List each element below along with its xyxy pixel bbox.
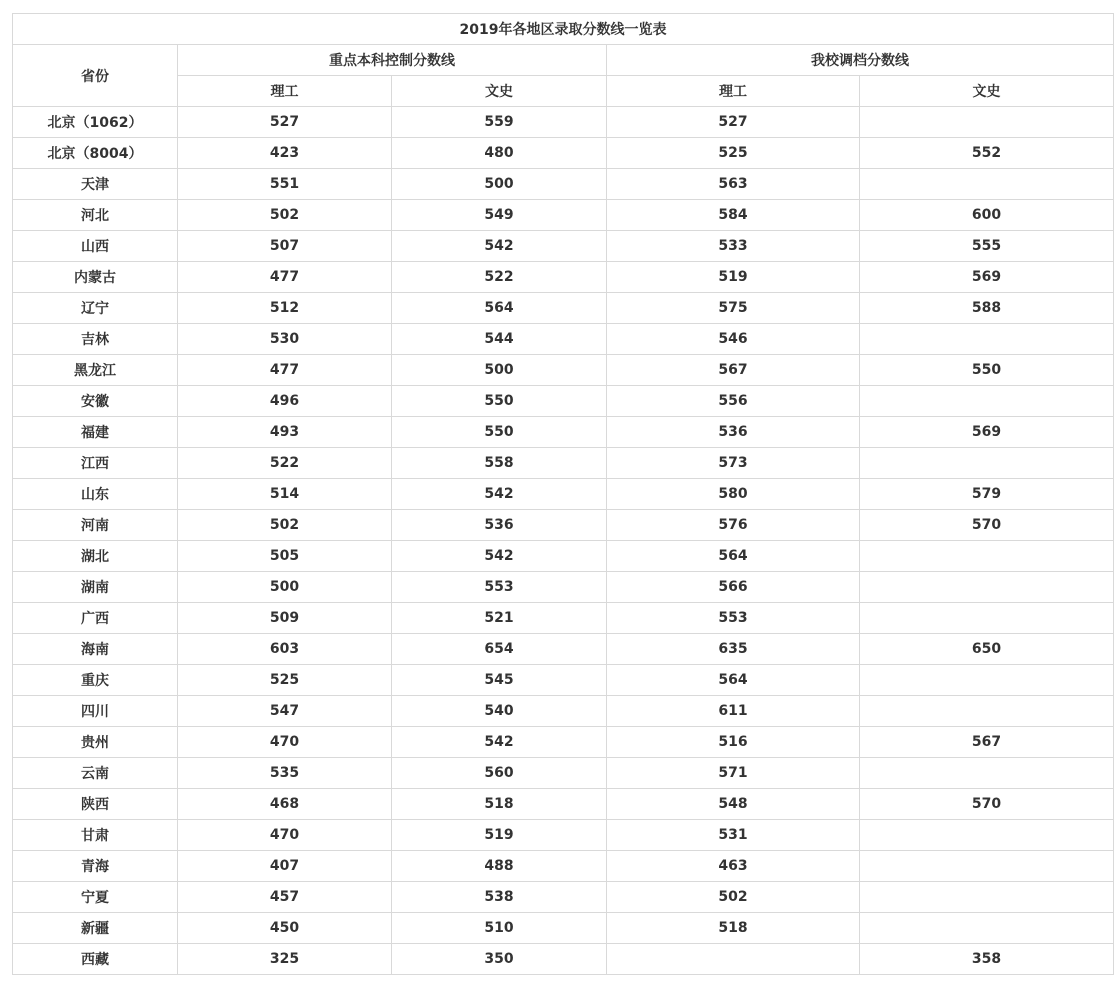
school-science-cell: 564 xyxy=(607,665,860,696)
school-science-cell: 516 xyxy=(607,727,860,758)
key-science-cell: 470 xyxy=(178,727,392,758)
province-cell: 湖北 xyxy=(13,541,178,572)
key-arts-cell: 544 xyxy=(392,324,607,355)
province-cell: 北京（8004） xyxy=(13,138,178,169)
school-science-cell: 571 xyxy=(607,758,860,789)
table-row xyxy=(13,758,1114,789)
school-science-cell: 546 xyxy=(607,324,860,355)
table-row xyxy=(13,820,1114,851)
school-science-cell: 548 xyxy=(607,789,860,820)
province-cell: 云南 xyxy=(13,758,178,789)
key-arts-cell: 480 xyxy=(392,138,607,169)
school-science-cell: 556 xyxy=(607,386,860,417)
province-cell: 广西 xyxy=(13,603,178,634)
province-cell: 宁夏 xyxy=(13,882,178,913)
school-arts-cell: 570 xyxy=(860,789,1114,820)
province-cell: 天津 xyxy=(13,169,178,200)
key-arts-cell: 538 xyxy=(392,882,607,913)
school-arts-cell: 570 xyxy=(860,510,1114,541)
province-cell: 陕西 xyxy=(13,789,178,820)
key-science-cell: 468 xyxy=(178,789,392,820)
key-science-cell: 493 xyxy=(178,417,392,448)
school-arts-cell xyxy=(860,758,1114,789)
school-arts-cell xyxy=(860,107,1114,138)
table-row xyxy=(13,448,1114,479)
province-cell: 安徽 xyxy=(13,386,178,417)
key-undergrad-line-header: 重点本科控制分数线 xyxy=(178,45,607,76)
table-row xyxy=(13,479,1114,510)
key-science-cell: 470 xyxy=(178,820,392,851)
subject-header-arts-1: 文史 xyxy=(392,76,607,107)
province-cell: 甘肃 xyxy=(13,820,178,851)
school-arts-cell xyxy=(860,169,1114,200)
school-arts-cell xyxy=(860,913,1114,944)
school-arts-cell: 358 xyxy=(860,944,1114,975)
school-arts-cell xyxy=(860,324,1114,355)
province-cell: 黑龙江 xyxy=(13,355,178,386)
province-cell: 西藏 xyxy=(13,944,178,975)
table-row xyxy=(13,665,1114,696)
key-arts-cell: 521 xyxy=(392,603,607,634)
table-title: 2019年各地区录取分数线一览表 xyxy=(13,14,1114,45)
key-arts-cell: 500 xyxy=(392,169,607,200)
key-science-cell: 525 xyxy=(178,665,392,696)
school-arts-cell: 569 xyxy=(860,417,1114,448)
key-arts-cell: 522 xyxy=(392,262,607,293)
key-science-cell: 325 xyxy=(178,944,392,975)
school-science-cell: 567 xyxy=(607,355,860,386)
key-arts-cell: 553 xyxy=(392,572,607,603)
key-arts-cell: 542 xyxy=(392,231,607,262)
key-arts-cell: 558 xyxy=(392,448,607,479)
table-row xyxy=(13,541,1114,572)
key-arts-cell: 540 xyxy=(392,696,607,727)
school-science-cell: 611 xyxy=(607,696,860,727)
school-science-cell: 527 xyxy=(607,107,860,138)
school-science-cell: 635 xyxy=(607,634,860,665)
table-row xyxy=(13,634,1114,665)
key-science-cell: 514 xyxy=(178,479,392,510)
school-arts-cell xyxy=(860,448,1114,479)
province-cell: 新疆 xyxy=(13,913,178,944)
school-science-cell: 563 xyxy=(607,169,860,200)
table-row xyxy=(13,510,1114,541)
subject-header-row xyxy=(13,76,1114,107)
key-arts-cell: 542 xyxy=(392,727,607,758)
key-arts-cell: 550 xyxy=(392,417,607,448)
school-arts-cell xyxy=(860,851,1114,882)
school-science-cell: 531 xyxy=(607,820,860,851)
school-arts-cell xyxy=(860,696,1114,727)
table-row xyxy=(13,603,1114,634)
subject-header-arts-2: 文史 xyxy=(860,76,1114,107)
table-row xyxy=(13,696,1114,727)
school-science-cell: 502 xyxy=(607,882,860,913)
key-arts-cell: 488 xyxy=(392,851,607,882)
key-arts-cell: 542 xyxy=(392,541,607,572)
key-science-cell: 457 xyxy=(178,882,392,913)
province-cell: 贵州 xyxy=(13,727,178,758)
key-arts-cell: 518 xyxy=(392,789,607,820)
key-science-cell: 477 xyxy=(178,355,392,386)
school-science-cell: 536 xyxy=(607,417,860,448)
key-science-cell: 522 xyxy=(178,448,392,479)
school-science-cell xyxy=(607,944,860,975)
table-row xyxy=(13,262,1114,293)
school-arts-cell: 550 xyxy=(860,355,1114,386)
key-science-cell: 502 xyxy=(178,200,392,231)
school-science-cell: 463 xyxy=(607,851,860,882)
group-header-row xyxy=(13,45,1114,76)
table-row xyxy=(13,417,1114,448)
key-science-cell: 500 xyxy=(178,572,392,603)
table-row xyxy=(13,200,1114,231)
table-row xyxy=(13,293,1114,324)
key-science-cell: 496 xyxy=(178,386,392,417)
subject-header-science-2: 理工 xyxy=(607,76,860,107)
table-row xyxy=(13,231,1114,262)
province-cell: 吉林 xyxy=(13,324,178,355)
school-science-cell: 564 xyxy=(607,541,860,572)
key-science-cell: 551 xyxy=(178,169,392,200)
table-row xyxy=(13,851,1114,882)
key-arts-cell: 500 xyxy=(392,355,607,386)
score-table-container xyxy=(12,13,1114,975)
key-arts-cell: 564 xyxy=(392,293,607,324)
school-arts-cell: 650 xyxy=(860,634,1114,665)
school-arts-cell: 569 xyxy=(860,262,1114,293)
key-arts-cell: 542 xyxy=(392,479,607,510)
table-row xyxy=(13,386,1114,417)
table-row xyxy=(13,355,1114,386)
table-row xyxy=(13,107,1114,138)
province-cell: 河北 xyxy=(13,200,178,231)
key-science-cell: 423 xyxy=(178,138,392,169)
school-arts-cell: 552 xyxy=(860,138,1114,169)
key-science-cell: 502 xyxy=(178,510,392,541)
table-row xyxy=(13,727,1114,758)
key-arts-cell: 545 xyxy=(392,665,607,696)
province-cell: 湖南 xyxy=(13,572,178,603)
table-row xyxy=(13,944,1114,975)
province-cell: 江西 xyxy=(13,448,178,479)
school-arts-cell xyxy=(860,572,1114,603)
school-science-cell: 576 xyxy=(607,510,860,541)
school-science-cell: 518 xyxy=(607,913,860,944)
key-arts-cell: 654 xyxy=(392,634,607,665)
key-arts-cell: 350 xyxy=(392,944,607,975)
school-arts-cell: 567 xyxy=(860,727,1114,758)
school-science-cell: 575 xyxy=(607,293,860,324)
province-cell: 四川 xyxy=(13,696,178,727)
school-science-cell: 533 xyxy=(607,231,860,262)
school-filing-line-header: 我校调档分数线 xyxy=(607,45,1114,76)
subject-header-science-1: 理工 xyxy=(178,76,392,107)
key-science-cell: 527 xyxy=(178,107,392,138)
school-science-cell: 525 xyxy=(607,138,860,169)
key-arts-cell: 560 xyxy=(392,758,607,789)
school-arts-cell: 579 xyxy=(860,479,1114,510)
school-arts-cell xyxy=(860,820,1114,851)
key-science-cell: 547 xyxy=(178,696,392,727)
key-science-cell: 505 xyxy=(178,541,392,572)
table-row xyxy=(13,138,1114,169)
province-cell: 山西 xyxy=(13,231,178,262)
key-arts-cell: 510 xyxy=(392,913,607,944)
school-arts-cell: 600 xyxy=(860,200,1114,231)
title-row xyxy=(13,14,1114,45)
province-cell: 北京（1062） xyxy=(13,107,178,138)
key-science-cell: 509 xyxy=(178,603,392,634)
province-cell: 河南 xyxy=(13,510,178,541)
school-arts-cell xyxy=(860,665,1114,696)
table-row xyxy=(13,789,1114,820)
province-cell: 福建 xyxy=(13,417,178,448)
province-cell: 青海 xyxy=(13,851,178,882)
key-science-cell: 512 xyxy=(178,293,392,324)
school-science-cell: 580 xyxy=(607,479,860,510)
table-body xyxy=(13,14,1114,975)
key-science-cell: 450 xyxy=(178,913,392,944)
admission-score-table xyxy=(12,13,1114,975)
school-arts-cell xyxy=(860,541,1114,572)
province-cell: 重庆 xyxy=(13,665,178,696)
school-arts-cell: 555 xyxy=(860,231,1114,262)
school-science-cell: 519 xyxy=(607,262,860,293)
province-cell: 海南 xyxy=(13,634,178,665)
school-science-cell: 573 xyxy=(607,448,860,479)
key-arts-cell: 550 xyxy=(392,386,607,417)
key-science-cell: 407 xyxy=(178,851,392,882)
school-arts-cell xyxy=(860,882,1114,913)
school-arts-cell xyxy=(860,603,1114,634)
key-arts-cell: 519 xyxy=(392,820,607,851)
key-science-cell: 477 xyxy=(178,262,392,293)
table-row xyxy=(13,913,1114,944)
key-science-cell: 507 xyxy=(178,231,392,262)
school-science-cell: 584 xyxy=(607,200,860,231)
table-row xyxy=(13,882,1114,913)
province-column-header: 省份 xyxy=(13,45,178,107)
key-science-cell: 603 xyxy=(178,634,392,665)
table-row xyxy=(13,169,1114,200)
school-science-cell: 553 xyxy=(607,603,860,634)
key-science-cell: 530 xyxy=(178,324,392,355)
key-arts-cell: 559 xyxy=(392,107,607,138)
province-cell: 山东 xyxy=(13,479,178,510)
key-arts-cell: 536 xyxy=(392,510,607,541)
school-arts-cell xyxy=(860,386,1114,417)
key-science-cell: 535 xyxy=(178,758,392,789)
key-arts-cell: 549 xyxy=(392,200,607,231)
table-row xyxy=(13,572,1114,603)
school-arts-cell: 588 xyxy=(860,293,1114,324)
table-row xyxy=(13,324,1114,355)
province-cell: 辽宁 xyxy=(13,293,178,324)
school-science-cell: 566 xyxy=(607,572,860,603)
province-cell: 内蒙古 xyxy=(13,262,178,293)
